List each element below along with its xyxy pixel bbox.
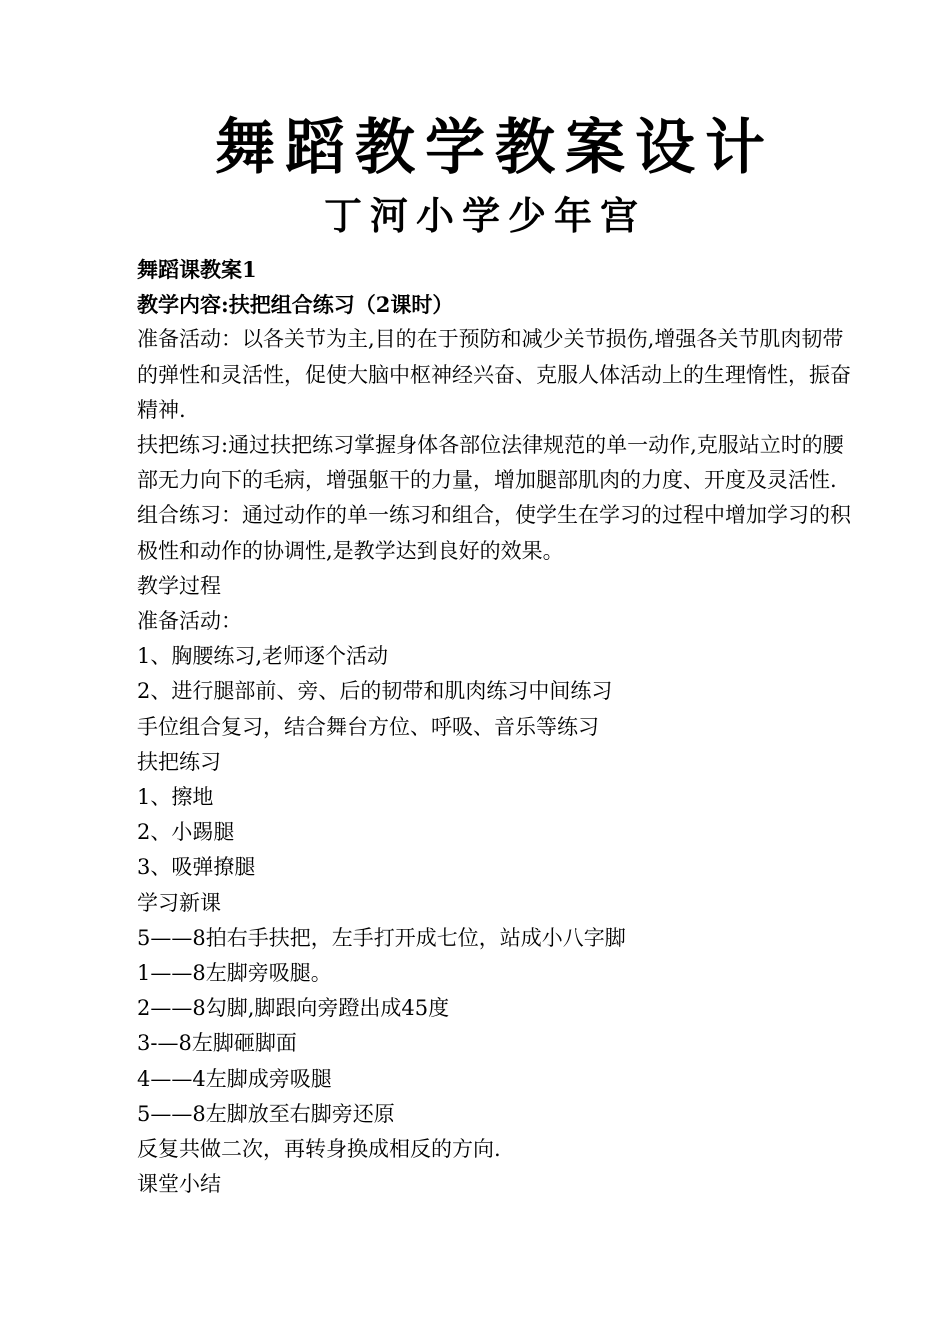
line-step: 1——8左脚旁吸腿。 xyxy=(137,961,332,986)
paragraph-barre: 扶把练习:通过扶把练习掌握身体各部位法律规范的单一动作,克服站立时的腰部无力向下的毛病，增强躯干的力量，增加腿部肌肉的力度、开度及灵活性. xyxy=(137,433,844,493)
line-teaching-process: 教学过程 xyxy=(137,573,221,598)
teaching-content-line: 教学内容:扶把组合练习（2课时） xyxy=(137,292,454,318)
line-item: 2、小踢腿 xyxy=(137,820,235,845)
line-preparation: 准备活动： xyxy=(137,609,242,634)
line-item: 1、胸腰练习,老师逐个活动 xyxy=(137,644,389,669)
lesson-content xyxy=(137,252,862,1202)
line-item: 手位组合复习，结合舞台方位、呼吸、音乐等练习 xyxy=(137,714,599,739)
line-new-lesson: 学习新课 xyxy=(137,890,221,915)
document-subtitle: 丁河小学少年宫 xyxy=(323,193,646,238)
line-item: 2、进行腿部前、旁、后的韧带和肌肉练习中间练习 xyxy=(137,679,613,704)
line-item: 1、擦地 xyxy=(137,785,214,810)
lesson-heading: 舞蹈课教案1 xyxy=(137,257,257,282)
line-barre-practice: 扶把练习 xyxy=(137,749,221,774)
document-title: 舞蹈教学教案设计 xyxy=(215,113,775,183)
paragraph-preparation: 准备活动：以各关节为主,目的在于预防和减少关节损伤,增强各关节肌肉韧带的弹性和灵活性，促使大脑中枢神经兴奋、克服人体活动上的生理惰性，振奋精神. xyxy=(137,327,851,422)
line-step: 2——8勾脚,脚跟向旁蹬出成45度 xyxy=(137,996,450,1021)
paragraph-combination: 组合练习：通过动作的单一练习和组合，使学生在学习的过程中增加学习的积极性和动作的协调性,是教学达到良好的效果。 xyxy=(137,503,851,563)
line-step: 3-—8左脚砸脚面 xyxy=(137,1031,297,1056)
line-step: 4——4左脚成旁吸腿 xyxy=(137,1066,332,1091)
line-step: 5——8拍右手扶把，左手打开成七位，站成小八字脚 xyxy=(137,925,626,950)
line-repeat: 反复共做二次，再转身换成相反的方向. xyxy=(137,1137,501,1162)
line-item: 3、吸弹撩腿 xyxy=(137,855,256,880)
line-summary: 课堂小结 xyxy=(137,1172,221,1197)
line-step: 5——8左脚放至右脚旁还原 xyxy=(137,1101,395,1126)
